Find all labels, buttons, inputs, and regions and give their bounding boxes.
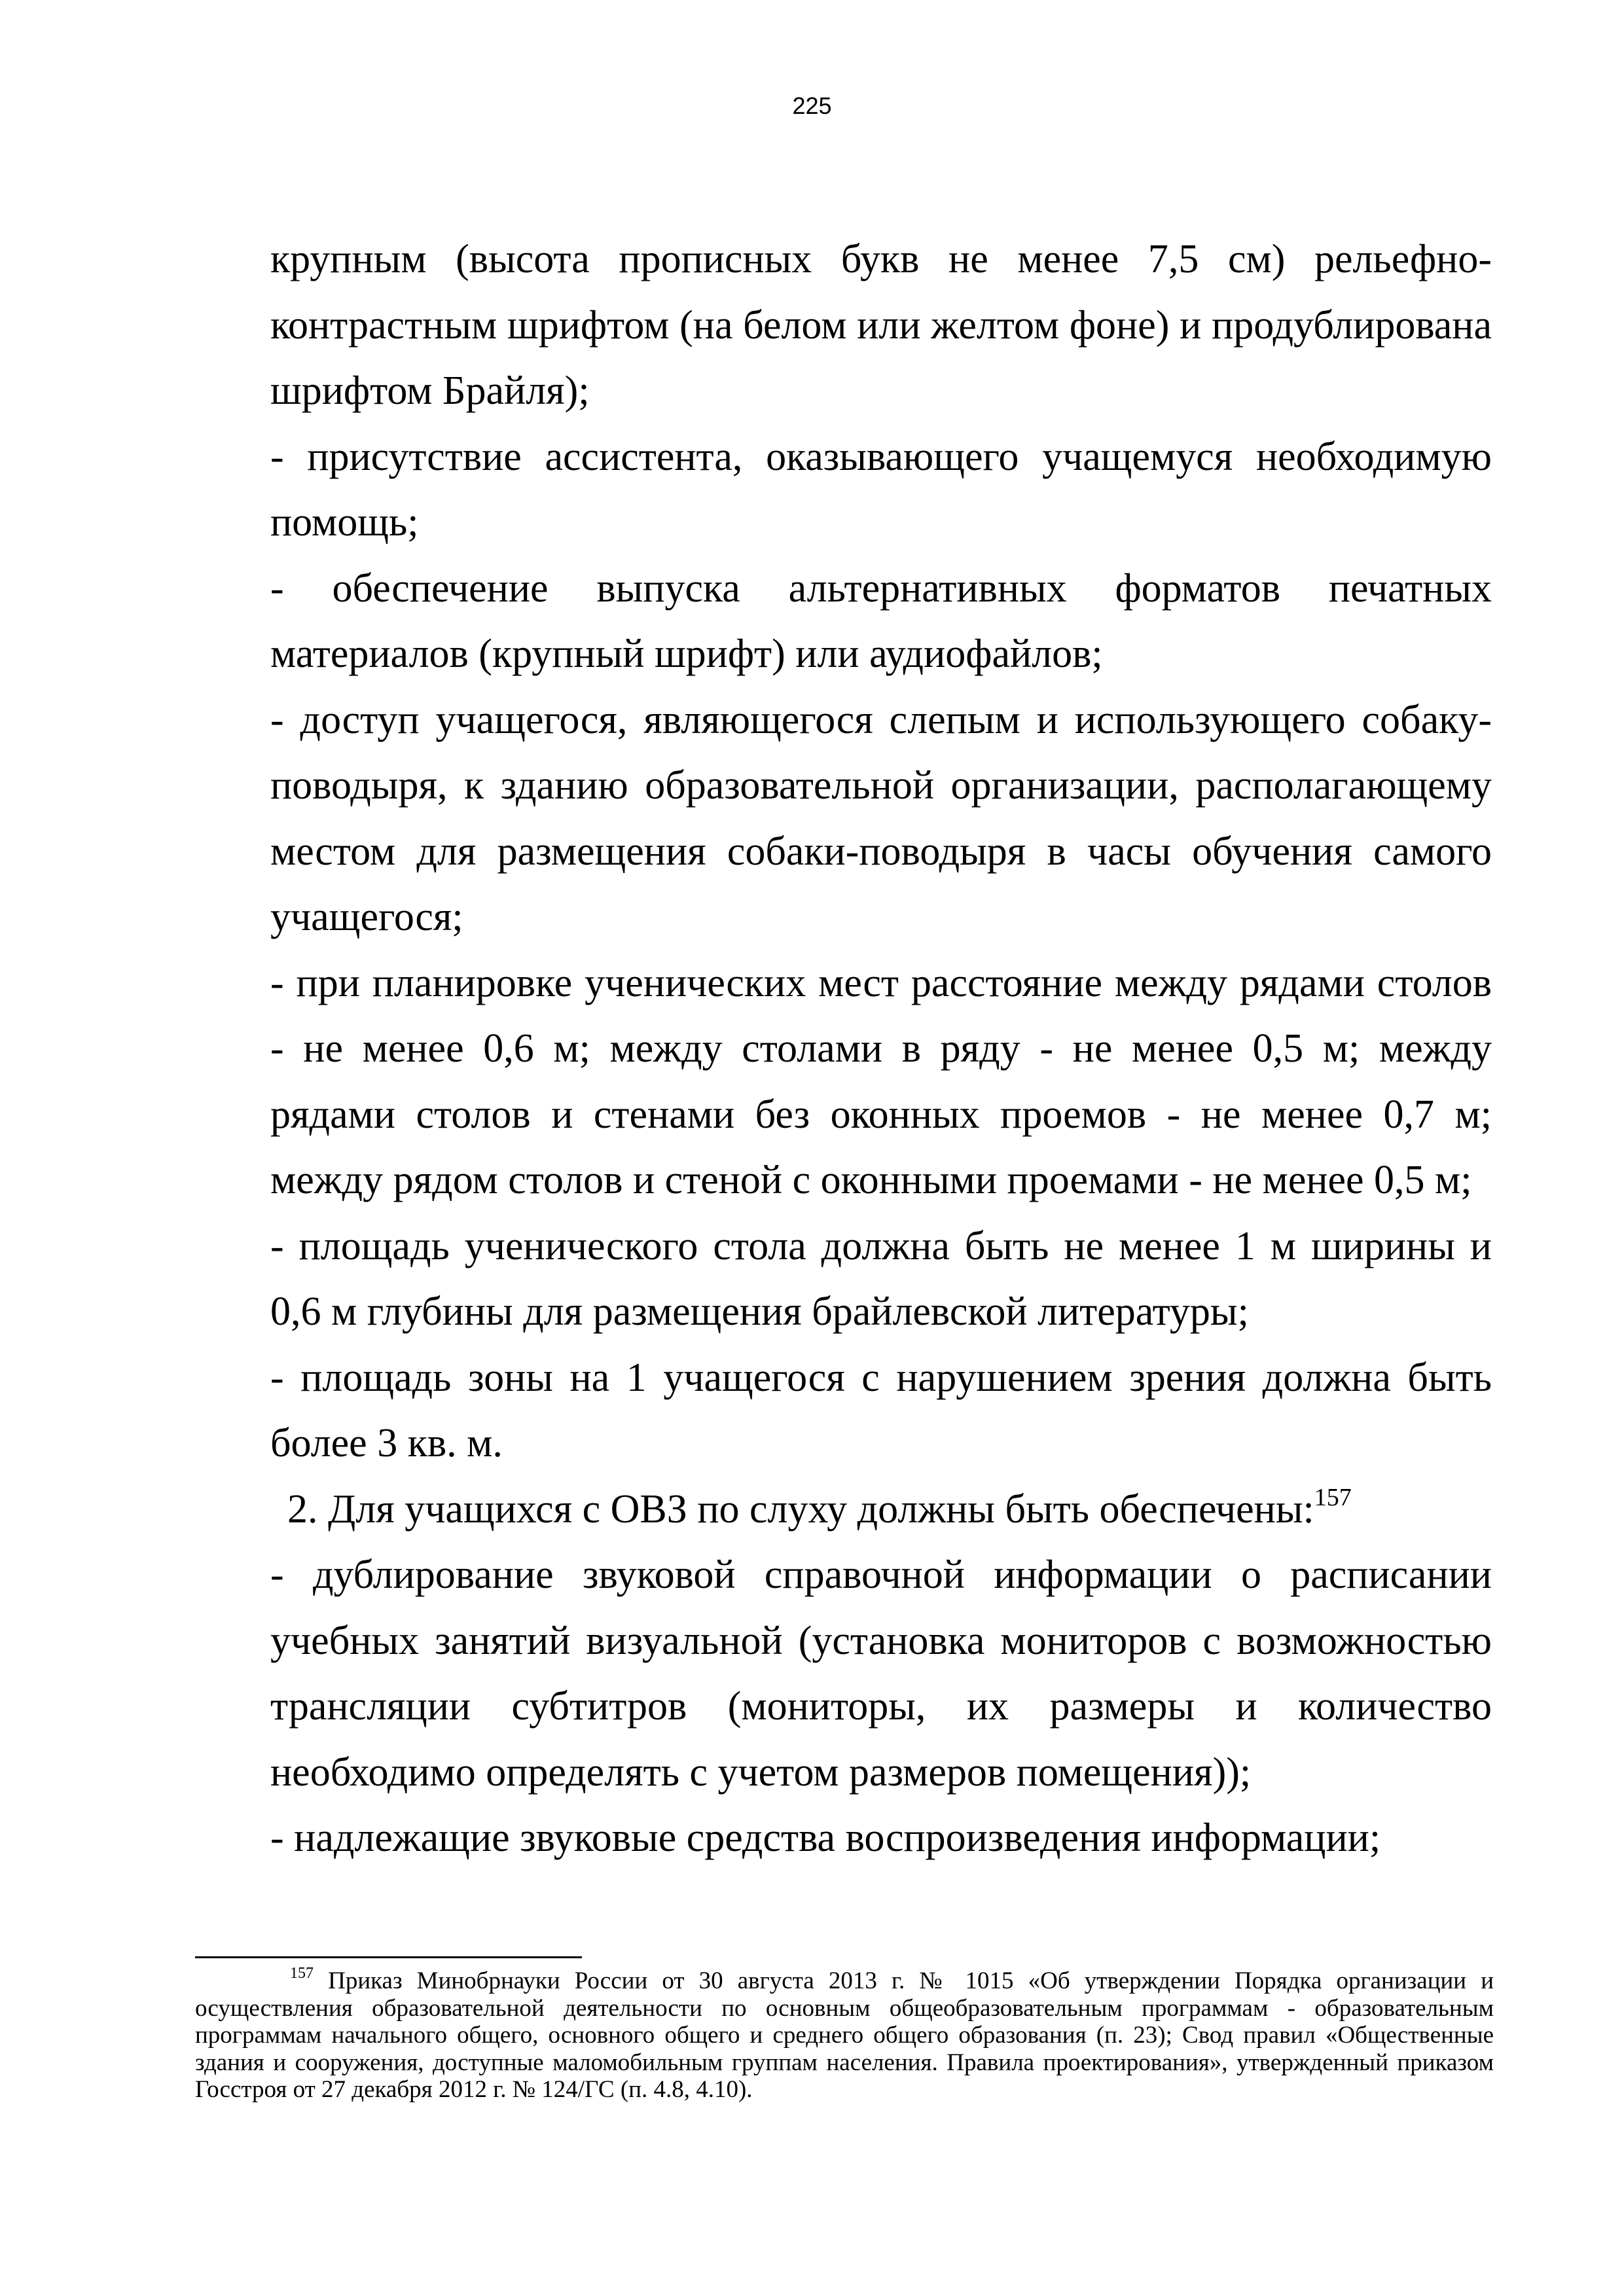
paragraph: - дублирование звуковой справочной информации о расписании учебных занятий визуальной (установка мониторов с возможностью трансляции субтитров (мониторы, их размеры и количество необходимо определять с учетом размеров помещения)); xyxy=(270,1552,1492,1795)
paragraph: - доступ учащегося, являющегося слепым и использующего собаку-поводыря, к зданию образовательной организации, располагающему местом для размещения собаки-поводыря в часы обучения самого учащегося; xyxy=(270,697,1492,939)
footnote-number: 157 xyxy=(290,1965,314,1982)
paragraph: - при планировке ученических мест расстояние между рядами столов - не менее 0,6 м; между столами в ряду - не менее 0,5 м; между рядами столов и стенами без оконных проемов - не менее 0,7 м; между рядом столов и стеной с оконными проемами - не менее 0,5 м; xyxy=(270,960,1492,1202)
footnote-reference[interactable]: 157 xyxy=(1314,1483,1352,1511)
paragraph: - надлежащие звуковые средства воспроизведения информации; xyxy=(270,1816,1381,1860)
footnote-text: Приказ Минобрнауки России от 30 августа 2013 г. № 1015 «Об утверждении Порядка организации и осуществления образовательной деятельности по основным общеобразовательным программам - образовательным программам начального общего, основного общего и среднего общего образования (п. 23); Свод правил «Общественные здания и сооружения, доступные маломобильным группам населения. Правила проектирования», утвержденный приказом Госстроя от 27 декабря 2012 г. № 124/ГС (п. 4.8, 4.10). xyxy=(195,1967,1494,2103)
paragraph: - присутствие ассистента, оказывающего учащемуся необходимую помощь; xyxy=(270,434,1492,545)
paragraph: - площадь ученического стола должна быть не менее 1 м ширины и 0,6 м глубины для размещения брайлевской литературы; xyxy=(270,1223,1492,1334)
page-number: 225 xyxy=(792,92,832,119)
paragraph: - обеспечение выпуска альтернативных форматов печатных материалов (крупный шрифт) или аудиофайлов; xyxy=(270,565,1492,676)
footnote xyxy=(195,1967,1494,2104)
paragraph: крупным (высота прописных букв не менее 7,5 см) рельефно-контрастным шрифтом (на белом или желтом фоне) и продублирована шрифтом Брайля); xyxy=(270,237,1492,413)
main-text xyxy=(270,226,1492,1871)
footnote-separator xyxy=(195,1956,582,1958)
section-heading-text: 2. Для учащихся с ОВЗ по слуху должны быть обеспечены: xyxy=(287,1486,1314,1532)
paragraph: - площадь зоны на 1 учащегося с нарушением зрения должна быть более 3 кв. м. xyxy=(270,1355,1492,1465)
section-heading xyxy=(270,1477,1492,1543)
